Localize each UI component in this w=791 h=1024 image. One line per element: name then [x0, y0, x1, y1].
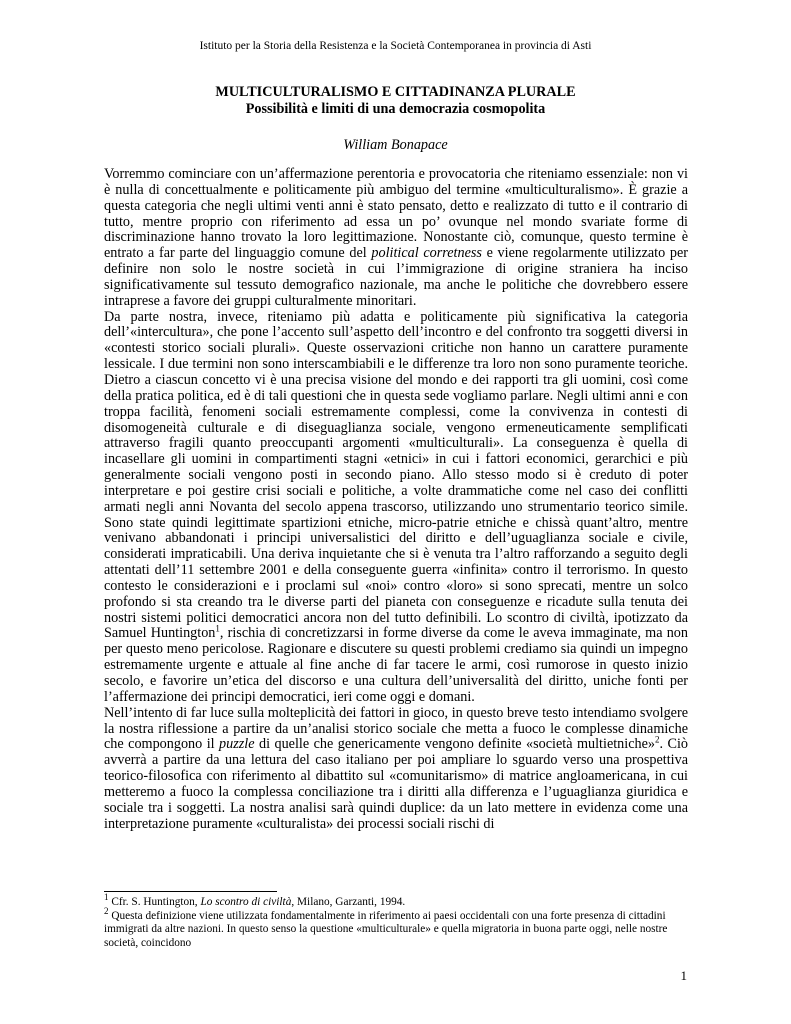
- footnotes: [104, 892, 688, 950]
- paragraph-1-text-a: Vorremmo cominciare con un’affermazione perentoria e provocatoria che riteniamo essenziale: non vi è nulla di concettualmente e politicamente più ambiguo del termine «multiculturalismo». È grazie a questa categoria che negli ultimi venti anni è stato pensato, detto e realizzato di tutto e il contrario di tutto, mentre proprio con riferimento ad essa un po’ ovunque nel mondo svariate forme di discriminazione hanno trovato la loro legittimazione. Nonostante ciò, comunque, questo termine è entrato a far parte del linguaggio comune del: [104, 166, 688, 262]
- footnote-1: [104, 892, 688, 910]
- author-name: William Bonapace: [343, 137, 448, 153]
- footnote-divider: [104, 891, 277, 892]
- body-text: [104, 167, 688, 832]
- footnote-1-emphasis: Lo scontro di civiltà: [200, 896, 292, 908]
- paragraph-3: [104, 706, 688, 833]
- title-block: [0, 84, 791, 118]
- footnote-1-text-b: , Milano, Garzanti, 1994.: [291, 896, 406, 908]
- document-subtitle: Possibilità e limiti di una democrazia cosmopolita: [245, 101, 546, 117]
- paragraph-1-text-b: e viene regolarmente utilizzato per definire non solo le nostre società in cui l’immigrazione di origine straniera ha inciso significativamente sul tessuto demografico nazionale, ma anche le politiche che dovrebbero essere intraprese a favore dei gruppi culturalmente minoritari.: [104, 245, 688, 309]
- page-number: 1: [680, 968, 687, 983]
- paragraph-3-text-b: di quelle che genericamente vengono definite «società multietniche»: [254, 736, 655, 753]
- paragraph-3-text-c: . Ciò avverrà a partire da una lettura del caso italiano per poi ampliare lo sguardo verso una prospettiva teorico-filosofica con riferimento al dibattito sul «comunitarismo» di matrice angloamericana, in cui metteremo a fuoco la complessa conciliazione tra i diritti alla differenza e l’uguaglianza giuridica e sociale tra i soggetti. La nostra analisi sarà quindi duplice: da un lato mettere in evidenza come una interpretazione puramente «culturalista» dei processi sociali rischi di: [104, 736, 689, 832]
- footnote-ref-2[interactable]: 2: [655, 734, 660, 745]
- footnote-2-number: 2: [104, 905, 109, 916]
- page-header: Istituto per la Storia della Resistenza e la Società Contemporanea in provincia di Asti: [199, 40, 592, 52]
- footnote-1-number: 1: [104, 892, 109, 903]
- footnote-2-text: Questa definizione viene utilizzata fondamentalmente in riferimento ai paesi occidentali con una forte presenza di cittadini immigrati da altre nazioni. In questo senso la questione «multiculturale» e quella migratoria in buona parte oggi, nelle nostre società, coincidono: [104, 909, 668, 949]
- footnote-ref-1[interactable]: 1: [215, 623, 220, 634]
- document-title: MULTICULTURALISMO E CITTADINANZA PLURALE: [215, 84, 576, 100]
- footnote-2: [104, 905, 688, 951]
- paragraph-1-emphasis: political corretness: [371, 245, 482, 262]
- footnote-1-text-a: Cfr. S. Huntington,: [108, 896, 201, 908]
- paragraph-1: [104, 167, 688, 310]
- paragraph-2-text-b: , rischia di concretizzarsi in forme diverse da come le aveva immaginate, ma non per questo meno pericolose. Ragionare e discutere su questi problemi crediamo sia quindi un impegno estremamente urgente e attuale al fine anche di far tacere le armi, così rumorose in questo inizio secolo, e favorire un’etica del discorso e una cultura dell’universalità del diritto, uniche fonti per l’affermazione dei principi democratici, ieri come oggi e domani.: [104, 625, 688, 705]
- paragraph-2: [104, 310, 688, 706]
- paragraph-3-emphasis: puzzle: [219, 736, 255, 753]
- paragraph-2-text-a: Da parte nostra, invece, riteniamo più adatta e politicamente più significativa la categoria dell’«intercultura», che pone l’accento sull’aspetto dell’incontro e del confronto tra soggetti diversi in «contesti storico sociali plurali». Queste osservazioni critiche non hanno un carattere puramente lessicale. I due termini non sono interscambiabili e le differenze tra loro non sono puramente teoriche. Dietro a ciascun concetto vi è una precisa visione del mondo e dei rapporti tra gli uomini, così come della pratica politica, ed è di tali questioni che in questa sede vogliamo parlare. Negli ultimi anni e con troppa facilità, fenomeni sociali estremamente complessi, come la convivenza in contesti di disomogeneità culturale e di diseguaglianza sociale, vengono ermeneuticamente semplificati attraverso fragili quanto preoccupanti argomenti «multiculturali». La conseguenza è quella di incasellare gli uomini in compartimenti stagni «etnici» in cui i fattori economici, gerarchici e più generalmente sociali vengono posti in secondo piano. Allo stesso modo si è creduto di poter interpretare e poi gestire crisi sociali e politiche, a volte drammatiche come nel caso dei conflitti armati negli anni Novanta del secolo appena trascorso, utilizzando uno strumentario teorico simile. Sono state quindi legittimate spartizioni etniche, micro-patrie etniche e chissà quant’altro, mentre venivano abbandonati i principi universalistici del diritto e dell’uguaglianza sociale e civile, considerati impraticabili. Una deriva inquietante che si è venuta tra l’altro rafforzando a seguito degli attentati dell’11 settembre 2001 e della conseguente guerra «infinita» contro il terrorismo. In questo contesto le considerazioni e i proclami sul «noi» contro «loro» si sono sprecati, mentre un solco profondo si sta creando tra le diverse parti del pianeta con conseguenze e ricadute sulla tenuta dei nostri sistemi politici democratici ancora non del tutto definibili. Lo scontro di civiltà, ipotizzato da Samuel Huntington: [104, 308, 688, 642]
- paragraph-3-text-a: Nell’intento di far luce sulla molteplicità dei fattori in gioco, in questo breve testo intendiamo svolgere la nostra riflessione a partire da un’analisi storico sociale che metta a fuoco le complesse dinamiche che compongono il: [104, 704, 688, 753]
